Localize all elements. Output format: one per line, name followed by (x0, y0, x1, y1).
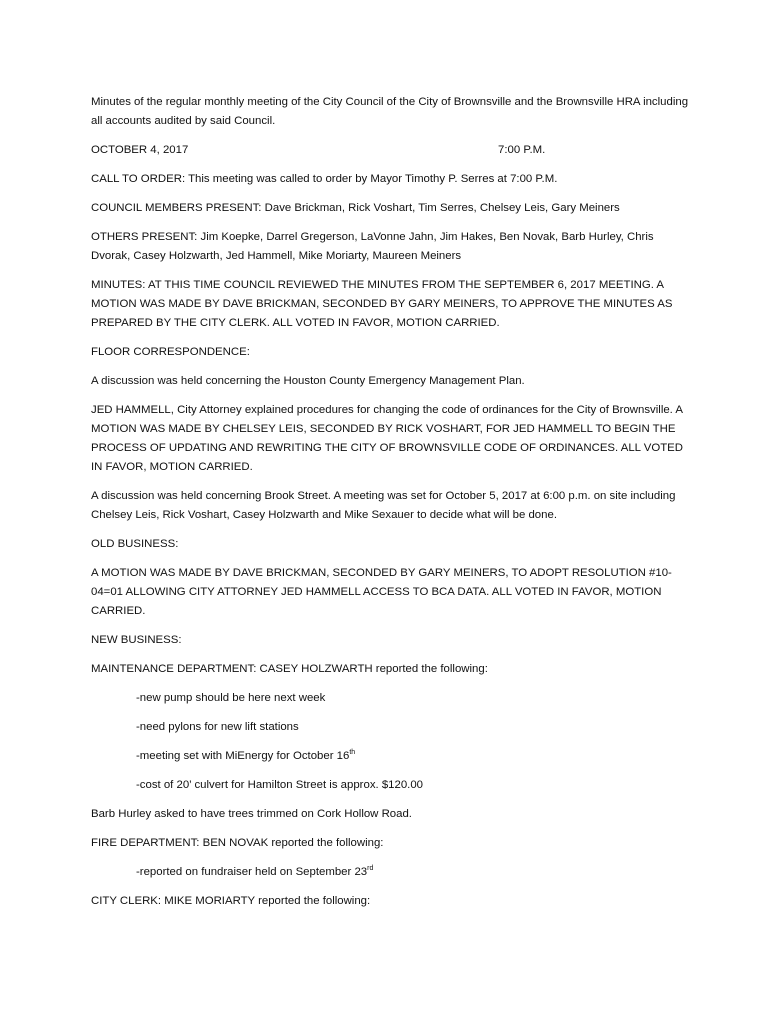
fire-item (91, 863, 691, 882)
floor-correspondence-heading: FLOOR CORRESPONDENCE: (91, 346, 250, 358)
fire-department-heading: FIRE DEPARTMENT: BEN NOVAK reported the following: (91, 837, 384, 849)
maintenance-item: -new pump should be here next week (136, 692, 326, 704)
maintenance-item-text: -meeting set with MiEnergy for October 16 (136, 750, 350, 762)
new-business-heading: NEW BUSINESS: (91, 634, 182, 646)
intro-paragraph: Minutes of the regular monthly meeting of the City Council of the City of Brownsville and the Brownsville HRA including all accounts audited by said Council. (91, 96, 689, 127)
meeting-time: 7:00 P.M. (498, 144, 546, 156)
maintenance-item (91, 747, 691, 766)
maintenance-heading: MAINTENANCE DEPARTMENT: CASEY HOLZWARTH reported the following: (91, 663, 488, 675)
meeting-minutes-document (91, 93, 691, 921)
maintenance-item: -cost of 20’ culvert for Hamilton Street is approx. $120.00 (136, 779, 424, 791)
floor-paragraph: A discussion was held concerning Brook Street. A meeting was set for October 5, 2017 at 6:00 p.m. on site including Chelsey Leis, Rick Voshart, Casey Holzwarth and Mike Sexauer to decide what will be done. (91, 490, 676, 521)
minutes-paragraph: MINUTES: AT THIS TIME COUNCIL REVIEWED THE MINUTES FROM THE SEPTEMBER 6, 2017 MEETING. A MOTION WAS MADE BY DAVE BRICKMAN, SECONDED BY GARY MEINERS, TO APPROVE THE MINUTES AS PREPARED BY THE CITY CLERK. ALL VOTED IN FAVOR, MOTION CARRIED. (91, 279, 673, 329)
ordinal-suffix: th (349, 749, 356, 757)
others-present: OTHERS PRESENT: Jim Koepke, Darrel Gregerson, LaVonne Jahn, Jim Hakes, Ben Novak, Barb Hurley, Chris Dvorak, Casey Holzwarth, Jed Hammell, Mike Moriarty, Maureen Meiners (91, 231, 654, 262)
maintenance-item: -need pylons for new lift stations (136, 721, 299, 733)
old-business-heading: OLD BUSINESS: (91, 538, 179, 550)
ordinal-suffix: rd (367, 865, 374, 873)
city-clerk-heading: CITY CLERK: MIKE MORIARTY reported the following: (91, 895, 371, 907)
fire-item-text: -reported on fundraiser held on September 23 (136, 866, 368, 878)
floor-paragraph: A discussion was held concerning the Houston County Emergency Management Plan. (91, 375, 525, 387)
call-to-order: CALL TO ORDER: This meeting was called to order by Mayor Timothy P. Serres at 7:00 P.M. (91, 173, 558, 185)
date-time-row (91, 141, 691, 160)
old-business-paragraph: A MOTION WAS MADE BY DAVE BRICKMAN, SECONDED BY GARY MEINERS, TO ADOPT RESOLUTION #10-04=01 ALLOWING CITY ATTORNEY JED HAMMELL ACCESS TO BCA DATA. ALL VOTED IN FAVOR, MOTION CARRIED. (91, 567, 672, 617)
meeting-date: OCTOBER 4, 2017 (91, 144, 189, 156)
council-members-present: COUNCIL MEMBERS PRESENT: Dave Brickman, Rick Voshart, Tim Serres, Chelsey Leis, Gary Meiners (91, 202, 620, 214)
maintenance-note: Barb Hurley asked to have trees trimmed on Cork Hollow Road. (91, 808, 412, 820)
floor-paragraph: JED HAMMELL, City Attorney explained procedures for changing the code of ordinances for the City of Brownsville. A MOTION WAS MADE BY CHELSEY LEIS, SECONDED BY RICK VOSHART, FOR JED HAMMELL TO BEGIN THE PROCESS OF UPDATING AND REWRITING THE CITY OF BROWNSVILLE CODE OF ORDINANCES. ALL VOTED IN FAVOR, MOTION CARRIED. (91, 404, 683, 473)
